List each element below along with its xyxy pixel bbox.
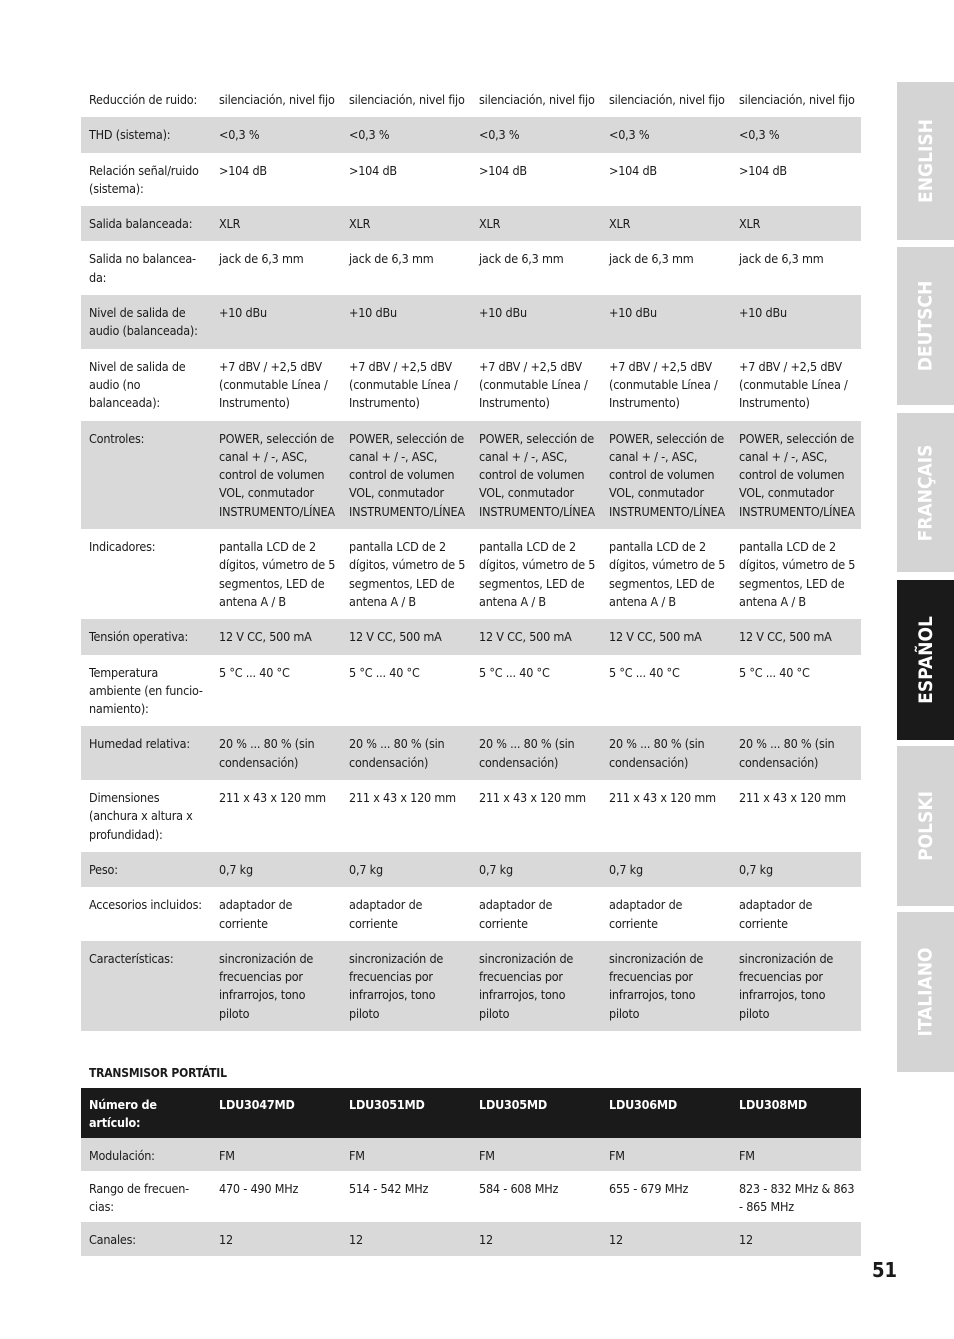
cell-value: 211 x 43 x 120 mm — [479, 790, 586, 806]
cell-value: sincronización de frecuencias por infrarrojos, tono piloto — [211, 941, 341, 1031]
row-label: Controles: — [81, 421, 211, 529]
tab-english[interactable] — [897, 82, 954, 240]
cell-value: POWER, selección de canal + / -, ASC, control de volumen VOL, conmutador INSTRUMENTO/LÍNEA — [471, 421, 601, 529]
cell-value: XLR — [601, 206, 731, 241]
cell-value: 12 — [211, 1222, 341, 1255]
cell-value: 0,7 kg — [341, 852, 471, 887]
cell-value: jack de 6,3 mm — [609, 251, 694, 267]
cell-value: POWER, selección de canal + / -, ASC, control de volumen VOL, conmutador INSTRUMENTO/LÍNEA — [341, 421, 471, 529]
cell-value: 211 x 43 x 120 mm — [609, 790, 716, 806]
cell-value: 12 V CC, 500 mA — [471, 619, 601, 654]
cell-value: FM — [601, 1138, 731, 1171]
table-row — [81, 117, 861, 152]
row-label: Salida no balancea-da: — [89, 251, 196, 285]
cell-value: pantalla LCD de 2 dígitos, vúmetro de 5 segmentos, LED de antena A / B — [349, 539, 466, 609]
cell-value: <0,3 % — [341, 117, 471, 152]
cell-value: sincronización de frecuencias por infrarrojos, tono piloto — [471, 941, 601, 1031]
model-number: LDU3051MD — [341, 1088, 471, 1138]
table-row — [81, 82, 861, 117]
cell-value: 12 V CC, 500 mA — [601, 619, 731, 654]
table-row — [81, 887, 861, 941]
tab-italiano[interactable] — [897, 912, 954, 1072]
section-title-transmitter: TRANSMISOR PORTÁTIL — [89, 1066, 227, 1080]
table-row — [81, 619, 861, 654]
cell-value: >104 dB — [739, 162, 787, 178]
tab-label: DEUTSCH — [914, 280, 937, 372]
specifications-table — [81, 82, 861, 1031]
cell-value: 12 — [471, 1222, 601, 1255]
cell-value: 20 % ... 80 % (sin condensación) — [211, 726, 341, 780]
table-row — [81, 421, 861, 529]
table-row — [81, 241, 861, 295]
cell-value: 12 — [341, 1222, 471, 1255]
cell-value: >104 dB — [349, 162, 397, 178]
row-label: Rango de frecuen-cias: — [89, 1180, 190, 1215]
cell-value: +7 dBV / +2,5 dBV (conmutable Línea / Instrumento) — [739, 358, 848, 411]
cell-value: FM — [731, 1138, 861, 1171]
table-row — [81, 852, 861, 887]
cell-value: >104 dB — [479, 162, 527, 178]
tab-label: POLSKI — [914, 791, 937, 861]
tab-francais[interactable] — [897, 413, 954, 572]
row-label: Nivel de salida de audio (balanceada): — [81, 295, 211, 349]
cell-value: XLR — [211, 206, 341, 241]
cell-value: silenciación, nivel fijo — [739, 92, 855, 107]
cell-value: FM — [471, 1138, 601, 1171]
cell-value: >104 dB — [609, 162, 657, 178]
cell-value: 5 °C ... 40 °C — [219, 664, 290, 680]
cell-value: XLR — [471, 206, 601, 241]
model-number: LDU3047MD — [211, 1088, 341, 1138]
row-label: Salida balanceada: — [81, 206, 211, 241]
cell-value: +10 dBu — [471, 295, 601, 349]
cell-value: 514 - 542 MHz — [349, 1180, 429, 1196]
cell-value: +10 dBu — [731, 295, 861, 349]
cell-value: +10 dBu — [601, 295, 731, 349]
cell-value: 0,7 kg — [471, 852, 601, 887]
cell-value: jack de 6,3 mm — [349, 251, 434, 267]
cell-value: 211 x 43 x 120 mm — [349, 790, 456, 806]
cell-value: silenciación, nivel fijo — [349, 92, 465, 107]
spec-rows — [81, 82, 861, 1031]
cell-value: 823 - 832 MHz & 863 - 865 MHz — [739, 1180, 855, 1215]
cell-value: POWER, selección de canal + / -, ASC, control de volumen VOL, conmutador INSTRUMENTO/LÍNEA — [601, 421, 731, 529]
cell-value: 20 % ... 80 % (sin condensación) — [341, 726, 471, 780]
cell-value: silenciación, nivel fijo — [219, 92, 335, 107]
row-label: Dimensiones (anchura x altura x profundidad): — [89, 790, 193, 842]
cell-value: sincronización de frecuencias por infrarrojos, tono piloto — [601, 941, 731, 1031]
cell-value: 12 — [731, 1222, 861, 1255]
cell-value: +7 dBV / +2,5 dBV (conmutable Línea / Instrumento) — [349, 358, 458, 411]
cell-value: 470 - 490 MHz — [219, 1180, 299, 1196]
row-label: Indicadores: — [89, 539, 156, 555]
cell-value: adaptador de corriente — [609, 897, 683, 931]
cell-value: adaptador de corriente — [479, 897, 553, 931]
cell-value: 12 V CC, 500 mA — [211, 619, 341, 654]
cell-value: pantalla LCD de 2 dígitos, vúmetro de 5 segmentos, LED de antena A / B — [479, 539, 596, 609]
cell-value: 5 °C ... 40 °C — [479, 664, 550, 680]
cell-value: <0,3 % — [601, 117, 731, 152]
tab-polski[interactable] — [897, 746, 954, 906]
cell-value: <0,3 % — [211, 117, 341, 152]
table-row — [81, 941, 861, 1031]
cell-value: <0,3 % — [731, 117, 861, 152]
page-number: 51 — [872, 1258, 898, 1282]
cell-value: pantalla LCD de 2 dígitos, vúmetro de 5 segmentos, LED de antena A / B — [739, 539, 856, 609]
cell-value: 655 - 679 MHz — [609, 1180, 689, 1196]
cell-value: +7 dBV / +2,5 dBV (conmutable Línea / Instrumento) — [219, 358, 328, 411]
cell-value: 12 V CC, 500 mA — [731, 619, 861, 654]
cell-value: FM — [211, 1138, 341, 1171]
table-row — [81, 726, 861, 780]
cell-value: jack de 6,3 mm — [219, 251, 304, 267]
transmitter-table — [81, 1088, 861, 1256]
cell-value: 20 % ... 80 % (sin condensación) — [471, 726, 601, 780]
row-label: Tensión operativa: — [81, 619, 211, 654]
header-label: Número de artículo: — [81, 1088, 211, 1138]
cell-value: 0,7 kg — [601, 852, 731, 887]
cell-value: +7 dBV / +2,5 dBV (conmutable Línea / Instrumento) — [609, 358, 718, 411]
table-row — [81, 1138, 861, 1171]
row-label: Nivel de salida de audio (no balanceada): — [89, 358, 186, 411]
row-label: Relación señal/ruido (sistema): — [89, 162, 199, 196]
cell-value: 584 - 608 MHz — [479, 1180, 559, 1196]
cell-value: sincronización de frecuencias por infrarrojos, tono piloto — [731, 941, 861, 1031]
cell-value: adaptador de corriente — [739, 897, 813, 931]
cell-value: 211 x 43 x 120 mm — [739, 790, 846, 806]
cell-value: +10 dBu — [341, 295, 471, 349]
cell-value: 5 °C ... 40 °C — [349, 664, 420, 680]
row-label: Características: — [81, 941, 211, 1031]
cell-value: POWER, selección de canal + / -, ASC, control de volumen VOL, conmutador INSTRUMENTO/LÍNEA — [211, 421, 341, 529]
cell-value: XLR — [341, 206, 471, 241]
cell-value: silenciación, nivel fijo — [479, 92, 595, 107]
table-row — [81, 780, 861, 852]
cell-value: adaptador de corriente — [219, 897, 293, 931]
table-row — [81, 529, 861, 619]
table-row — [81, 1171, 861, 1223]
cell-value: +7 dBV / +2,5 dBV (conmutable Línea / Instrumento) — [479, 358, 588, 411]
model-number: LDU305MD — [471, 1088, 601, 1138]
table-row — [81, 295, 861, 349]
cell-value: 211 x 43 x 120 mm — [219, 790, 326, 806]
tab-deutsch[interactable] — [897, 247, 954, 405]
tab-label: ITALIANO — [914, 947, 937, 1037]
table-row — [81, 349, 861, 421]
row-label: Reducción de ruido: — [89, 92, 198, 107]
tab-label: ESPAÑOL — [914, 616, 937, 704]
cell-value: >104 dB — [219, 162, 267, 178]
cell-value: silenciación, nivel fijo — [609, 92, 725, 107]
cell-value: 5 °C ... 40 °C — [739, 664, 810, 680]
table-row — [81, 655, 861, 727]
cell-value: 12 — [601, 1222, 731, 1255]
cell-value: <0,3 % — [471, 117, 601, 152]
row-label: Peso: — [81, 852, 211, 887]
cell-value: 20 % ... 80 % (sin condensación) — [601, 726, 731, 780]
cell-value: pantalla LCD de 2 dígitos, vúmetro de 5 segmentos, LED de antena A / B — [219, 539, 336, 609]
row-label: Canales: — [81, 1222, 211, 1255]
tab-espanol[interactable] — [897, 580, 954, 740]
cell-value: 20 % ... 80 % (sin condensación) — [731, 726, 861, 780]
cell-value: jack de 6,3 mm — [479, 251, 564, 267]
cell-value: 5 °C ... 40 °C — [609, 664, 680, 680]
table-header-row — [81, 1088, 861, 1138]
cell-value: 0,7 kg — [211, 852, 341, 887]
table-row — [81, 206, 861, 241]
cell-value: 0,7 kg — [731, 852, 861, 887]
cell-value: XLR — [731, 206, 861, 241]
cell-value: POWER, selección de canal + / -, ASC, control de volumen VOL, conmutador INSTRUMENTO/LÍNEA — [731, 421, 861, 529]
row-label: THD (sistema): — [81, 117, 211, 152]
table-row — [81, 153, 861, 207]
row-label: Modulación: — [81, 1138, 211, 1171]
row-label: Humedad relativa: — [81, 726, 211, 780]
model-number: LDU306MD — [601, 1088, 731, 1138]
row-label: Temperatura ambiente (en funcio-namiento): — [89, 664, 203, 717]
cell-value: adaptador de corriente — [349, 897, 423, 931]
cell-value: jack de 6,3 mm — [739, 251, 824, 267]
cell-value: sincronización de frecuencias por infrarrojos, tono piloto — [341, 941, 471, 1031]
tab-label: ENGLISH — [914, 119, 937, 203]
cell-value: pantalla LCD de 2 dígitos, vúmetro de 5 segmentos, LED de antena A / B — [609, 539, 726, 609]
cell-value: 12 V CC, 500 mA — [341, 619, 471, 654]
row-label: Accesorios incluidos: — [89, 897, 202, 913]
cell-value: FM — [341, 1138, 471, 1171]
table-row — [81, 1222, 861, 1255]
model-number: LDU308MD — [731, 1088, 861, 1138]
cell-value: +10 dBu — [211, 295, 341, 349]
tab-label: FRANÇAIS — [914, 444, 937, 541]
